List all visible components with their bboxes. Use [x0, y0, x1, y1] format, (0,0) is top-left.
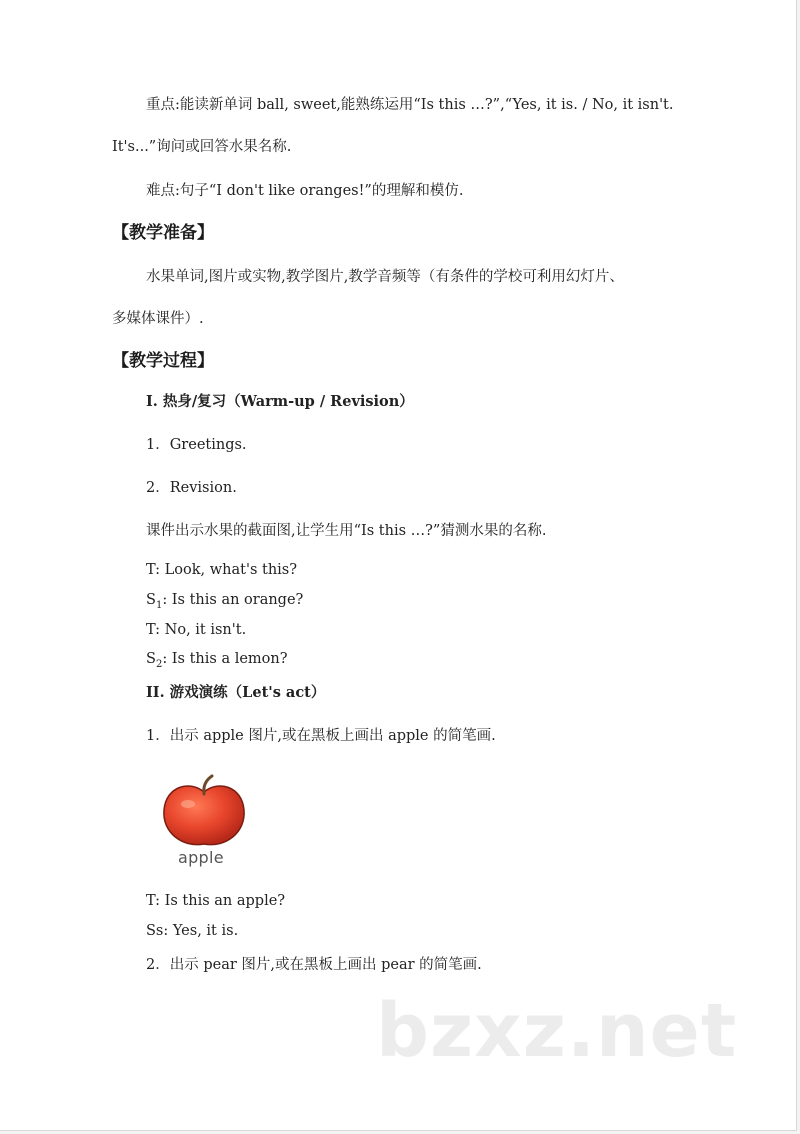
dialogue-line-t3: T: Is this an apple? — [146, 893, 286, 909]
dialogue-line-s2 — [146, 651, 288, 670]
speaker-subscript: 2 — [155, 658, 163, 670]
speaker-s: S — [146, 592, 156, 608]
dialogue-line-t1: T: Look, what's this? — [146, 562, 298, 578]
dialogue-line-s1 — [146, 592, 303, 611]
key-points-line-2: It's...”询问或回答水果名称. — [112, 139, 292, 155]
dialogue-line-t2: T: No, it isn't. — [146, 622, 247, 638]
watermark-text: bzxz.net — [376, 988, 738, 1074]
part1-instruction: 课件出示水果的截面图,让学生用“Is this …?”猜测水果的名称. — [146, 523, 547, 539]
section-heading-prep: 【教学准备】 — [112, 223, 214, 243]
prep-line-1: 水果单词,图片或实物,教学图片,教学音频等（有条件的学校可利用幻灯片、 — [146, 269, 624, 285]
part1-title: I. 热身/复习（Warm-up / Revision） — [146, 393, 414, 410]
key-points-line-1: 重点:能读新单词 ball, sweet,能熟练运用“Is this …?”,“Yes, it is. / No, it isn't. — [146, 97, 674, 113]
part2-step-2: 2．出示 pear 图片,或在黑板上画出 pear 的简笔画. — [146, 957, 482, 973]
dialogue-text: : Is this a lemon? — [162, 651, 288, 667]
section-heading-process: 【教学过程】 — [112, 351, 214, 371]
part1-step-1: 1．Greetings. — [146, 437, 247, 453]
apple-image-label: apple — [178, 848, 224, 867]
dialogue-line-ss1: Ss: Yes, it is. — [146, 923, 239, 939]
part1-step-2: 2．Revision. — [146, 480, 237, 496]
speaker-subscript: 1 — [155, 599, 163, 611]
dialogue-text: : Is this an orange? — [162, 592, 304, 608]
prep-line-2: 多媒体课件）. — [112, 311, 204, 327]
part2-step-1: 1．出示 apple 图片,或在黑板上画出 apple 的简笔画. — [146, 728, 496, 744]
part2-title: II. 游戏演练（Let's act） — [146, 684, 326, 701]
speaker-s: S — [146, 651, 156, 667]
difficult-points: 难点:句子“I don't like oranges!”的理解和模仿. — [146, 183, 464, 199]
